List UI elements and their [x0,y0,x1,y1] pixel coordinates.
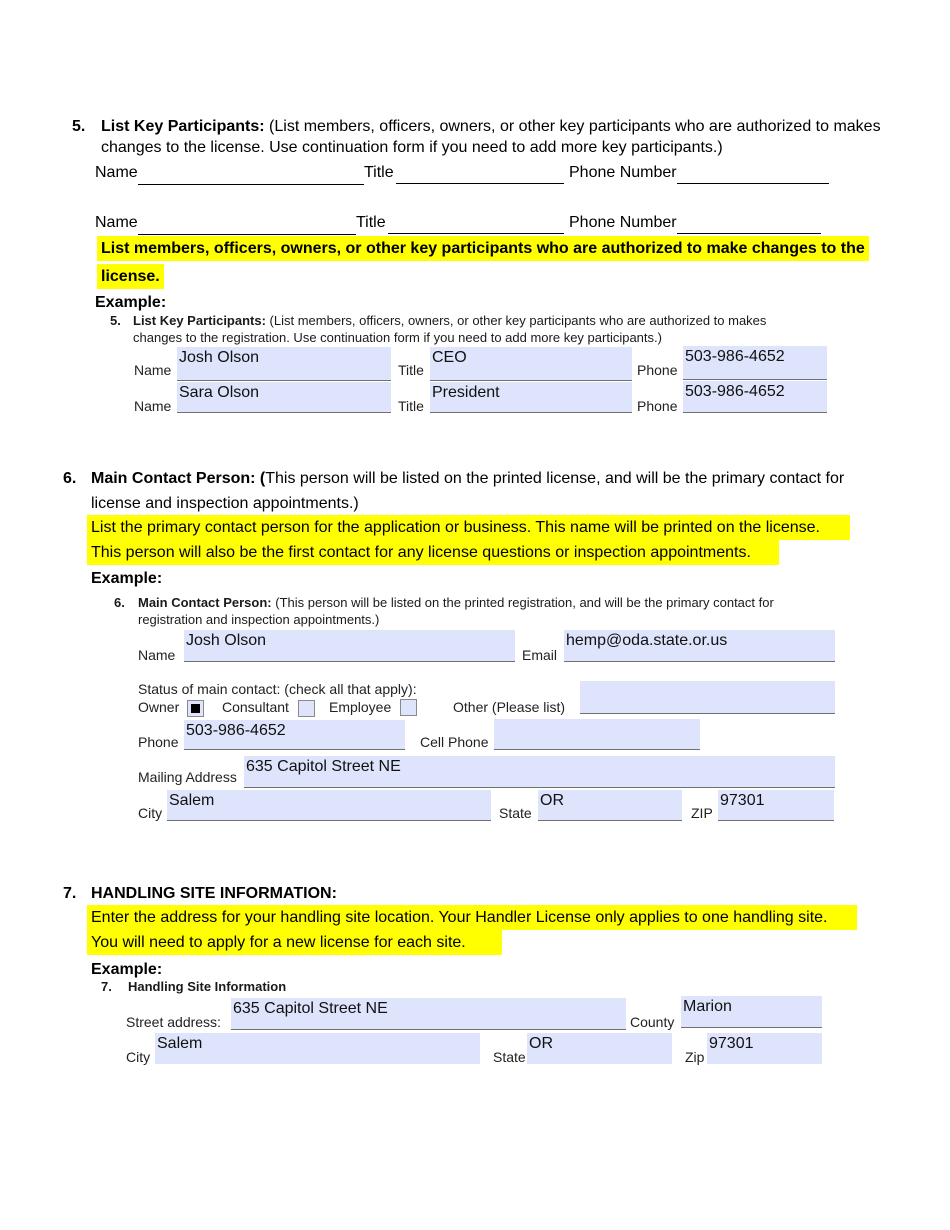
participant-1-title-line[interactable] [396,183,564,184]
example-6-name-field[interactable]: Josh Olson [184,630,515,662]
participant-2-title-line[interactable] [388,233,564,234]
example-7-city-label: City [126,1049,151,1065]
section-5-instruction-line1: List members, officers, owners, or other key participants who are authorized to make changes to the [97,236,869,261]
section-7-instruction-line2: You will need to apply for a new license for each site. [87,930,502,955]
participant-1-phone-label: Phone Number [569,164,677,181]
example-5-row1-phone-label: Phone [637,362,678,378]
example-6-state-field[interactable]: OR [538,790,682,821]
example-6-zip-label: ZIP [691,805,713,821]
section-7-example-label: Example: [91,961,163,978]
section-6-instruction-line1: List the primary contact person for the application or business. This name will be printed on the license. [87,515,850,540]
section-6-line2: license and inspection appointments.) [91,495,359,512]
example-5-row2-name-label: Name [134,398,172,414]
example-5-row2-phone-field[interactable]: 503-986-4652 [683,381,827,413]
section-6-instruction-line2: This person will also be the first contact for any license questions or inspection appointments. [87,540,779,565]
participant-2-name-label: Name [95,214,138,231]
example-6-other-label: Other (Please list) [453,699,566,715]
participant-1-phone-line[interactable] [677,183,829,184]
example-6-owner-checkbox[interactable] [187,700,204,717]
example-5-row1-title-field[interactable]: CEO [430,347,632,381]
section-5-line2: changes to the license. Use continuation form if you need to add more key participants.) [101,139,723,156]
example-5-row1-name-field[interactable]: Josh Olson [177,347,391,381]
example-5-line1 [133,313,766,328]
example-7-heading: Handling Site Information [128,979,287,994]
example-6-phone-label: Phone [138,734,179,750]
example-7-street-label: Street address: [126,1014,221,1030]
example-6-email-label: Email [522,647,558,663]
example-5-line1-text: (List members, officers, owners, or other key participants who are authorized to makes [265,313,767,328]
example-6-zip-field[interactable]: 97301 [718,790,834,821]
participant-1-title-label: Title [364,164,394,181]
example-5-row2-name-field[interactable]: Sara Olson [177,382,391,413]
example-5-number: 5. [110,313,121,328]
section-6-line1: This person will be listed on the printed license, and will be the primary contact for [265,470,845,487]
example-7-state-label: State [493,1049,526,1065]
example-5-row2-title-field[interactable]: President [430,382,632,413]
example-6-email-field[interactable]: hemp@oda.state.or.us [564,630,835,662]
example-6-consultant-checkbox[interactable] [298,700,315,717]
section-5-heading-line1 [101,118,881,136]
section-5-line1: (List members, officers, owners, or other key participants who are authorized to makes [264,118,881,135]
example-7-county-field[interactable]: Marion [681,996,822,1028]
participant-1-name-line[interactable] [138,184,364,185]
section-5-number: 5. [72,118,86,135]
example-6-mailing-label: Mailing Address [138,769,237,785]
example-6-line1-text: (This person will be listed on the printed registration, and will be the primary contact for [271,595,774,610]
example-7-street-field[interactable]: 635 Capitol Street NE [231,998,626,1030]
example-5-line2: changes to the registration. Use continuation form if you need to add more key participants.) [133,330,662,345]
example-6-owner-label: Owner [138,699,180,715]
example-7-county-label: County [630,1014,675,1030]
example-6-heading: Main Contact Person: [138,595,272,610]
section-5-instruction-line2: license. [97,264,164,289]
section-7-instruction-line1: Enter the address for your handling site location. Your Handler License only applies to one handling site. [87,905,857,930]
example-6-status-label: Status of main contact: (check all that apply): [138,681,417,697]
example-7-zip-label: Zip [685,1049,705,1065]
example-6-state-label: State [499,805,532,821]
section-6-heading: Main Contact Person: ( [91,470,266,487]
example-6-name-label: Name [138,647,176,663]
example-6-cell-label: Cell Phone [420,734,489,750]
example-6-city-field[interactable]: Salem [167,790,491,821]
example-5-row1-title-label: Title [398,362,424,378]
section-6-number: 6. [63,470,77,487]
example-7-city-field[interactable]: Salem [155,1033,480,1064]
example-6-number: 6. [114,595,125,610]
example-5-heading: List Key Participants: [133,313,266,328]
section-7-heading: HANDLING SITE INFORMATION: [91,885,337,902]
section-5-example-label: Example: [95,294,167,311]
example-6-city-label: City [138,805,163,821]
example-7-zip-field[interactable]: 97301 [707,1033,822,1064]
participant-2-name-line[interactable] [138,234,356,235]
checked-mark-icon [191,704,200,713]
example-6-phone-field[interactable]: 503-986-4652 [184,720,405,750]
participant-2-phone-label: Phone Number [569,214,677,231]
example-6-employee-label: Employee [329,699,392,715]
example-7-state-field[interactable]: OR [527,1033,672,1064]
section-5-heading: List Key Participants: [101,118,265,135]
participant-2-phone-line[interactable] [677,233,821,234]
example-6-line2: registration and inspection appointments.) [138,612,380,627]
example-6-cell-field[interactable] [494,719,700,750]
example-5-row2-title-label: Title [398,398,424,414]
section-6-heading-line1 [91,470,844,488]
section-6-example-label: Example: [91,570,163,587]
example-6-employee-checkbox[interactable] [400,699,417,716]
section-7-number: 7. [63,885,77,902]
example-6-consultant-label: Consultant [222,699,289,715]
example-6-other-field[interactable] [580,681,835,714]
example-6-line1 [138,595,774,610]
example-5-row1-phone-field[interactable]: 503-986-4652 [683,346,827,380]
example-6-mailing-field[interactable]: 635 Capitol Street NE [244,756,835,788]
example-5-row2-phone-label: Phone [637,398,678,414]
example-7-number: 7. [101,979,112,994]
participant-2-title-label: Title [356,214,386,231]
example-5-row1-name-label: Name [134,362,172,378]
participant-1-name-label: Name [95,164,138,181]
